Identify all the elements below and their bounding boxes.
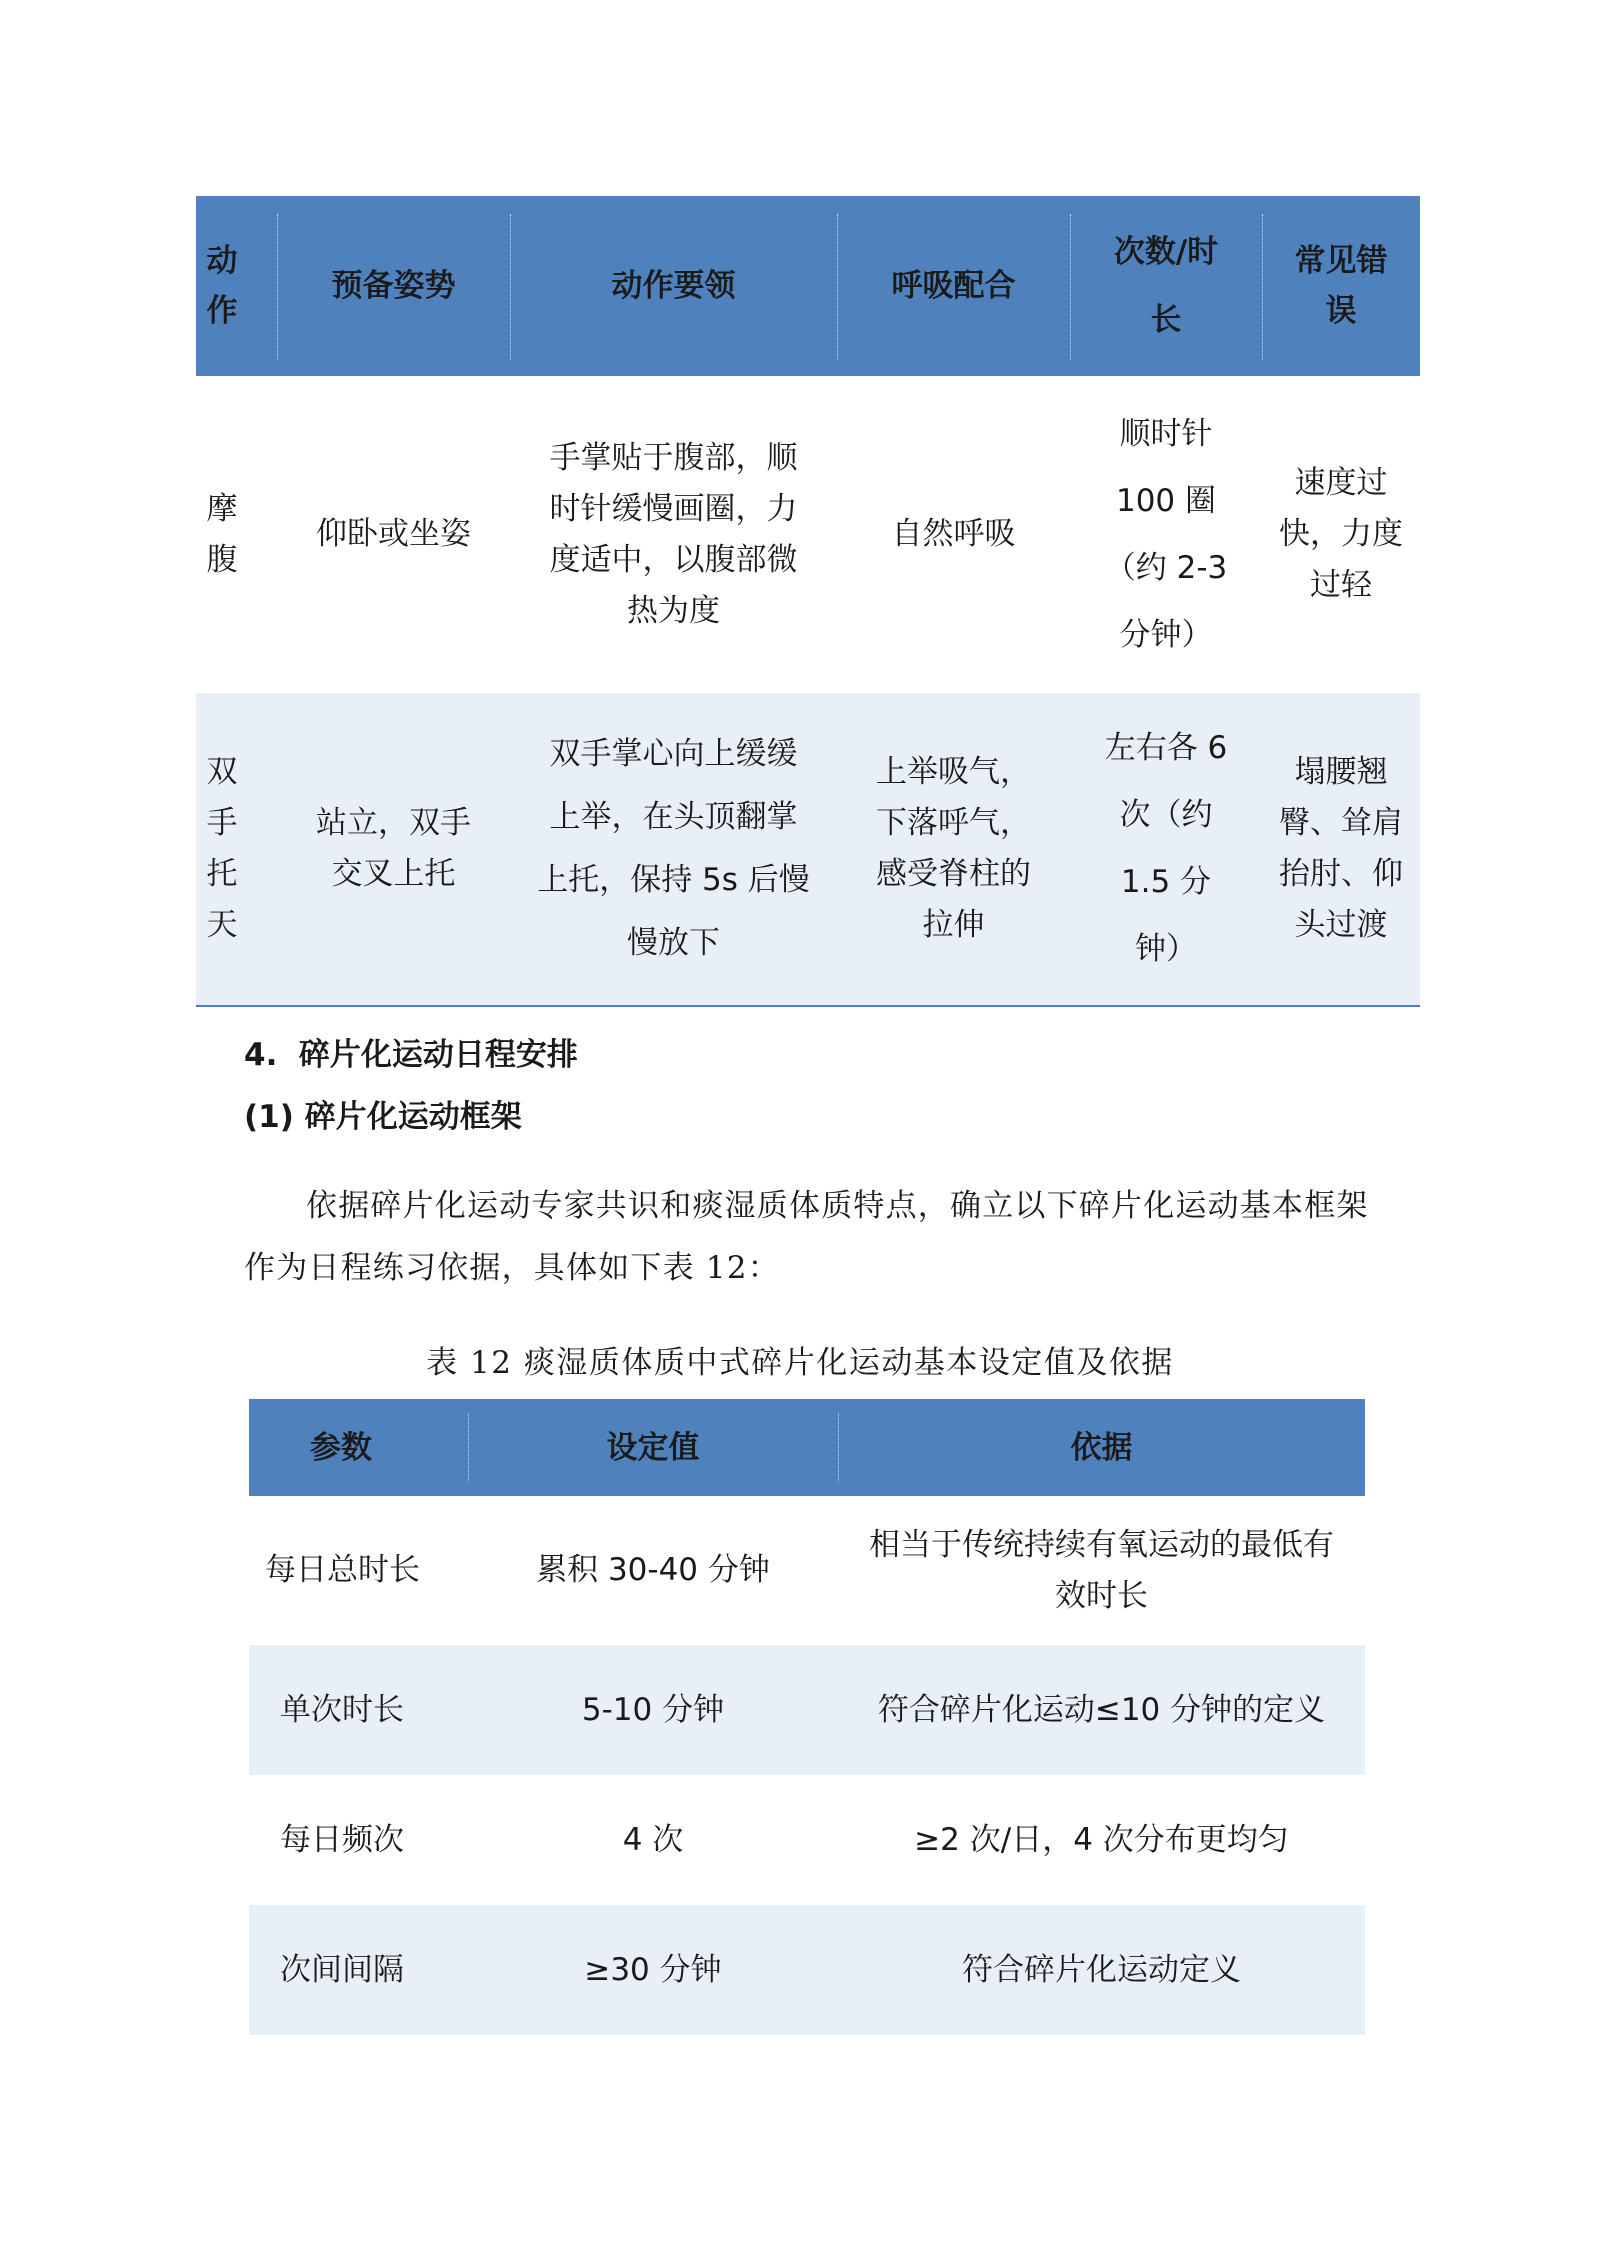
- table1-header-posture: 预备姿势: [331, 268, 456, 304]
- table2-row2-basis: 符合碎片化运动≤10 分钟的定义: [877, 1691, 1326, 1728]
- table1-row1-count: 顺时针 100 圈 （约 2-3 分钟）: [1104, 415, 1228, 653]
- table1-header-count: 次数/时 长: [1113, 234, 1219, 338]
- table2-header-value: 设定值: [606, 1429, 700, 1466]
- table2-row3-basis: ≥2 次/日，4 次分布更均匀: [914, 1821, 1289, 1858]
- table2-row4-param: 次间间隔: [280, 1951, 404, 1988]
- table2-header-param: 参数: [310, 1429, 372, 1466]
- table1-row1-move: 摩 腹: [206, 490, 238, 578]
- table1-row2-posture: 站立，双手 交叉上托: [316, 805, 471, 892]
- table1-header-errors: 常见错 误: [1294, 243, 1388, 329]
- table2-row2-param: 单次时长: [280, 1691, 404, 1728]
- table2-header-basis: 依据: [1070, 1429, 1133, 1466]
- table1-row2-move: 双 手 托 天: [206, 754, 238, 943]
- table2-row2-value: 5-10 分钟: [581, 1691, 725, 1728]
- table1-header-breathing: 呼吸配合: [891, 268, 1016, 304]
- table1-row2-essentials: 双手掌心向上缓缓 上举，在头顶翻掌 上托，保持 5s 后慢 慢放下: [537, 736, 810, 961]
- table1-row2-errors: 塌腰翘 臀、耸肩 抬肘、仰 头过渡: [1279, 754, 1403, 943]
- paragraph-line-2: 作为日程练习依据，具体如下表 12：: [244, 1250, 780, 1286]
- section-heading: 4. 碎片化运动日程安排: [244, 1037, 578, 1073]
- paragraph-line-1: 依据碎片化运动专家共识和痰湿质体质特点，确立以下碎片化运动基本框架: [306, 1188, 1369, 1224]
- table1-row1-essentials: 手掌贴于腹部，顺 时针缓慢画圈，力 度适中，以腹部微 热为度: [549, 439, 798, 629]
- table2-row3-param: 每日频次: [280, 1821, 404, 1858]
- table1-bottom-border: [196, 1005, 1420, 1007]
- table2-row1-param: 每日总时长: [265, 1552, 420, 1588]
- table2-row1-basis: 相当于传统持续有氧运动的最低有 效时长: [869, 1526, 1334, 1614]
- table1-row2-count: 左右各 6 次（约 1.5 分 钟）: [1104, 730, 1228, 967]
- table2-row4-value: ≥30 分钟: [584, 1951, 722, 1988]
- table2-row4-basis: 符合碎片化运动定义: [962, 1951, 1241, 1988]
- table2-row3-value: 4 次: [622, 1821, 684, 1858]
- table1-row1-errors: 速度过 快，力度 过轻: [1279, 465, 1403, 603]
- table1-row2-breathing: 上举吸气， 下落呼气， 感受脊柱的 拉伸: [876, 754, 1031, 943]
- table2-caption: 表 12 痰湿质体质中式碎片化运动基本设定值及依据: [426, 1345, 1174, 1381]
- sub-heading: (1) 碎片化运动框架: [244, 1099, 522, 1135]
- table1-header-essentials: 动作要领: [611, 268, 736, 304]
- table1-row1-posture: 仰卧或坐姿: [316, 516, 471, 552]
- table-fragmented-exercise-settings: [249, 1399, 1365, 2035]
- table-exercise-moves: [196, 196, 1420, 1012]
- table1-header-move: 动 作: [206, 243, 238, 329]
- table2-row1-value: 累积 30-40 分钟: [536, 1552, 770, 1588]
- table1-row1-breathing: 自然呼吸: [891, 516, 1016, 552]
